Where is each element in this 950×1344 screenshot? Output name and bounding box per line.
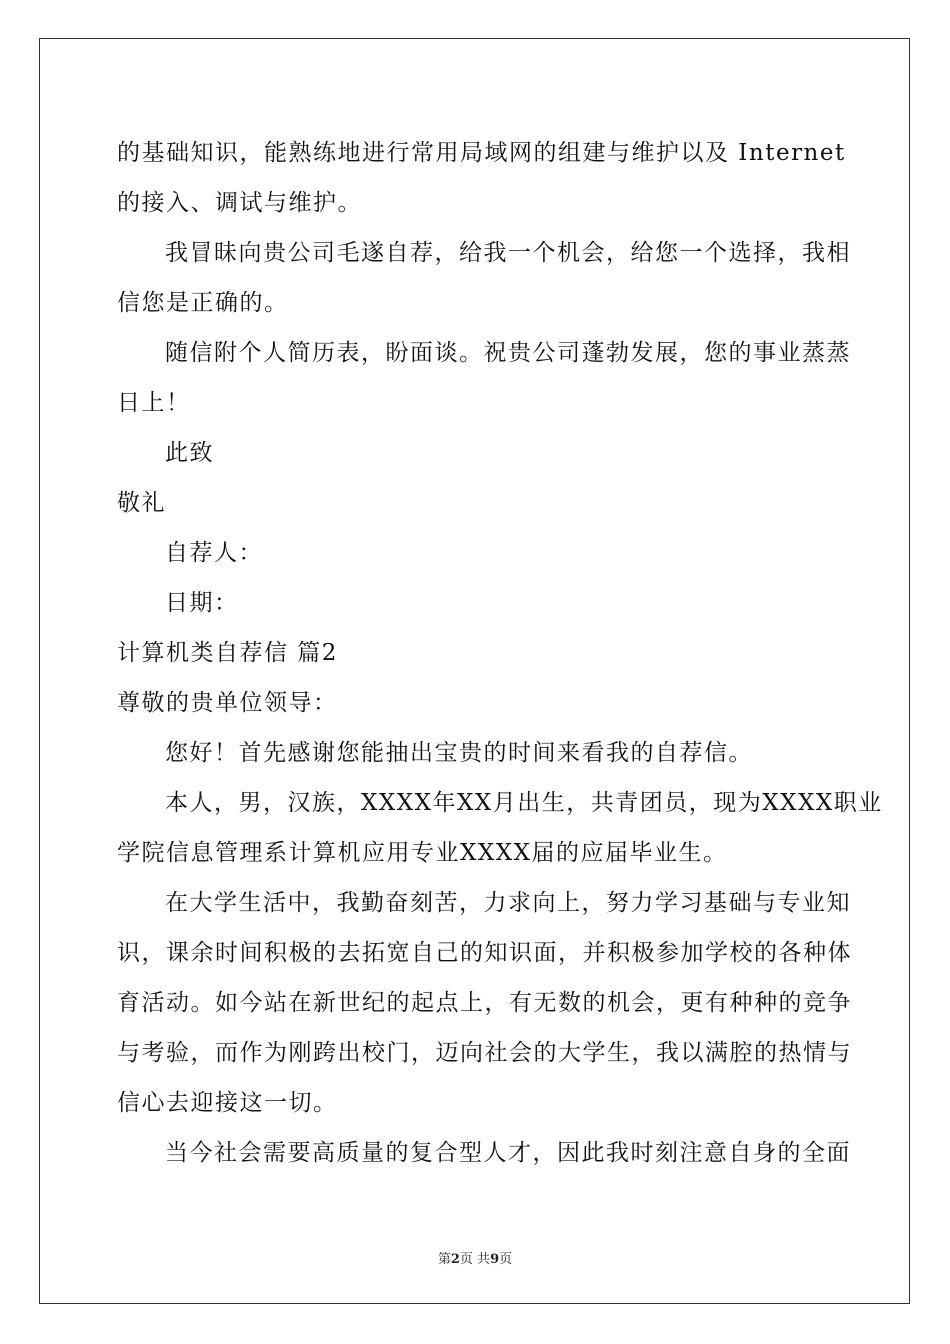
text-line: 随信附个人简历表，盼面谈。祝贵公司蓬勃发展，您的事业蒸蒸 — [165, 340, 851, 366]
text-line: 您好！首先感谢您能抽出宝贵的时间来看我的自荐信。 — [165, 740, 753, 766]
text-line: 日上！ — [117, 390, 191, 416]
page-footer — [0, 1248, 950, 1267]
document-body — [117, 128, 883, 1178]
text-line: 识，课余时间积极的去拓宽自己的知识面，并积极参加学校的各种体 — [117, 940, 852, 966]
text-line: 在大学生活中，我勤奋刻苦，力求向上，努力学习基础与专业知 — [165, 890, 851, 916]
footer-page-number: 2 — [450, 1252, 460, 1267]
text-line: 本人，男，汉族，XXXX年XX月出生，共青团员，现为XXXX职业 — [165, 790, 883, 816]
date-label: 日期： — [165, 590, 239, 616]
text-line: 信您是正确的。 — [117, 290, 289, 316]
footer-page-prefix: 第 — [437, 1252, 451, 1267]
text-line: 的接入、调试与维护。 — [117, 190, 362, 216]
text-line: 信心去迎接这一切。 — [117, 1090, 338, 1116]
footer-page-suffix: 页 — [499, 1252, 513, 1267]
greeting-line: 尊敬的贵单位领导： — [117, 690, 338, 716]
text-line: 的基础知识，能熟练地进行常用局域网的组建与维护以及 Internet — [117, 140, 846, 166]
signature-label: 自荐人： — [165, 540, 263, 566]
text-line: 当今社会需要高质量的复合型人才，因此我时刻注意自身的全面 — [165, 1140, 851, 1166]
text-line: 学院信息管理系计算机应用专业XXXX届的应届毕业生。 — [117, 840, 728, 866]
text-line: 育活动。如今站在新世纪的起点上，有无数的机会，更有种种的竞争 — [117, 990, 852, 1016]
section-title: 计算机类自荐信 篇2 — [117, 640, 338, 666]
footer-page-mid: 页 共 — [459, 1252, 491, 1267]
closing-line: 此致 — [165, 440, 214, 466]
footer-total-pages: 9 — [490, 1252, 500, 1267]
salutation-line: 敬礼 — [117, 490, 166, 516]
text-line: 与考验，而作为刚跨出校门，迈向社会的大学生，我以满腔的热情与 — [117, 1040, 852, 1066]
text-line: 我冒昧向贵公司毛遂自荐，给我一个机会，给您一个选择，我相 — [165, 240, 851, 266]
